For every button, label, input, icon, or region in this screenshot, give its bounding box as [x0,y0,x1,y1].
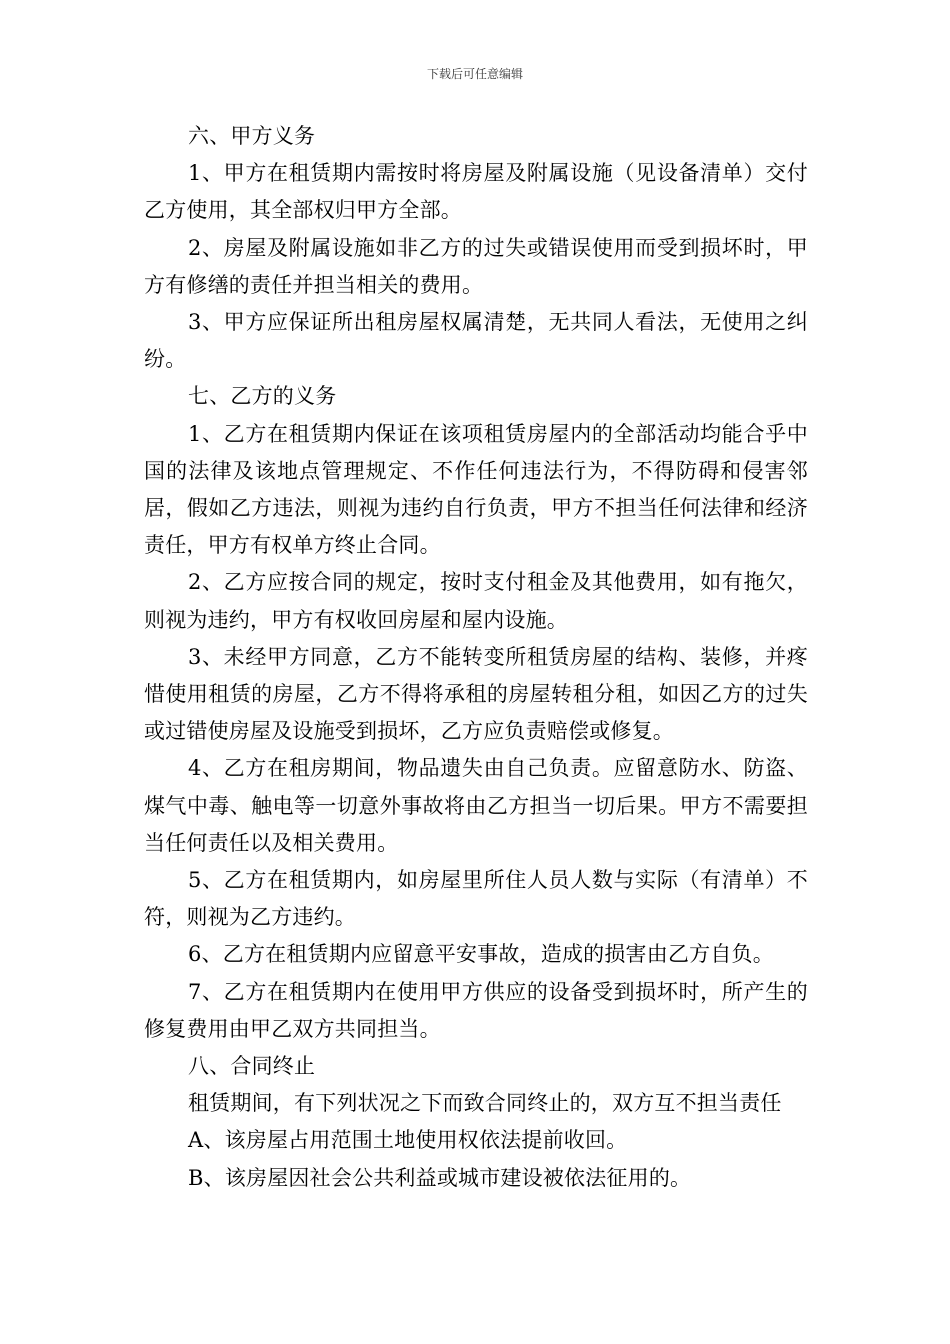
paragraph: 租赁期间，有下列状况之下而致合同终止的，双方互不担当责任 [188,1091,782,1116]
section-heading-7: 七、乙方的义务 [188,384,337,409]
paragraph: A、该房屋占用范围土地使用权依法提前收回。 [188,1128,628,1153]
section-heading-8: 八、合同终止 [188,1054,316,1079]
document-body [144,118,808,1197]
paragraph: 2、乙方应按合同的规定，按时支付租金及其他费用，如有拖欠，则视为违约，甲方有权收回房屋和屋内设施。 [144,570,808,632]
paragraph: 7、乙方在租赁期内在使用甲方供应的设备受到损坏时，所产生的修复费用由甲乙双方共同担当。 [144,979,808,1041]
paragraph: 6、乙方在租赁期内应留意平安事故，造成的损害由乙方自负。 [188,942,774,967]
paragraph: 3、未经甲方同意，乙方不能转变所租赁房屋的结构、装修，并疼惜使用租赁的房屋，乙方不得将承租的房屋转租分租，如因乙方的过失或过错使房屋及设施受到损坏，乙方应负责赔偿或修复。 [144,644,808,744]
paragraph: 5、乙方在租赁期内，如房屋里所住人员人数与实际（有清单）不符，则视为乙方违约。 [144,868,808,930]
paragraph: 1、乙方在租赁期内保证在该项租赁房屋内的全部活动均能合乎中国的法律及该地点管理规定、不作任何违法行为，不得防碍和侵害邻居，假如乙方违法，则视为违约自行负责，甲方不担当任何法律和经济责任，甲方有权单方终止合同。 [144,421,808,558]
paragraph: 3、甲方应保证所出租房屋权属清楚，无共同人看法，无使用之纠纷。 [144,310,808,372]
paragraph: 2、房屋及附属设施如非乙方的过失或错误使用而受到损坏时，甲方有修缮的责任并担当相关的费用。 [144,235,808,297]
section-heading-6: 六、甲方义务 [188,124,316,148]
paragraph: 1、甲方在租赁期内需按时将房屋及附属设施（见设备清单）交付乙方使用，其全部权归甲方全部。 [144,161,808,223]
paragraph: 4、乙方在租房期间，物品遗失由自己负责。应留意防水、防盗、煤气中毒、触电等一切意外事故将由乙方担当一切后果。甲方不需要担当任何责任以及相关费用。 [144,756,808,855]
page-header: 下载后可任意编辑 [426,67,523,81]
paragraph: B、该房屋因社会公共利益或城市建设被依法征用的。 [188,1165,692,1190]
